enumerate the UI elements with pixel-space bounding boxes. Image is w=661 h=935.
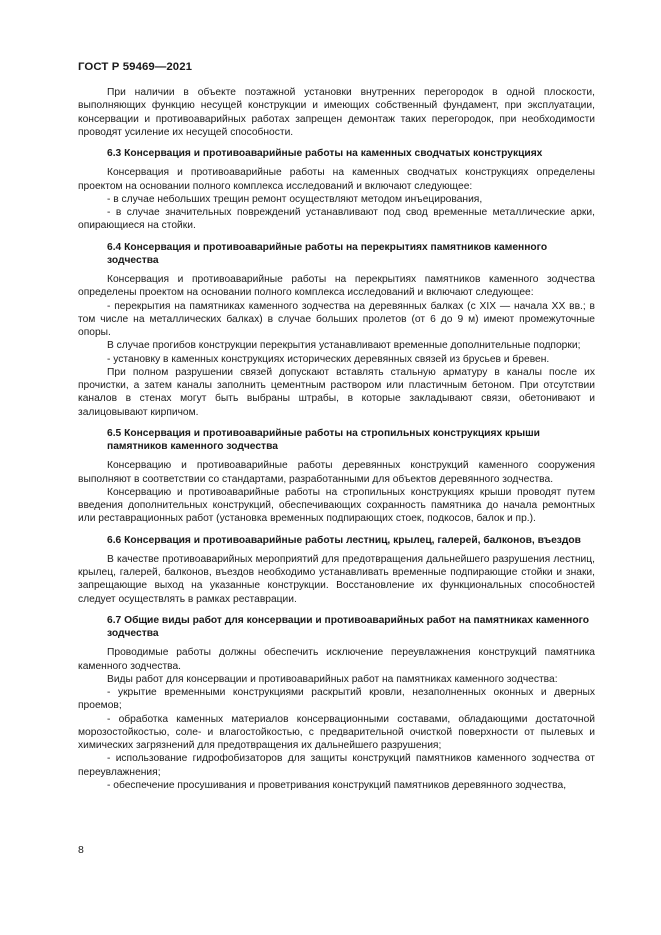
document-code: ГОСТ Р 59469—2021 [78, 61, 193, 73]
paragraph: При полном разрушении связей допускают вставлять стальную арматуру в каналы после их прочистки, а затем каналы заполнить цементным раствором или пластичным бетоном. При отсутствии каналов в стенах могут быть выбраны штрабы, в которые закладывают связи, обетонивают и залицовывают кирпичом. [78, 366, 595, 418]
paragraph: Консервация и противоаварийные работы на перекрытиях памятников каменного зодчества определены проектом на основании полного комплекса исследований и включают следующее: [78, 274, 595, 299]
document-body [78, 86, 595, 792]
section-heading-6-4: 6.4 Консервация и противоаварийные работы на перекрытиях памятников каменного зодчества [107, 241, 548, 266]
paragraph: При наличии в объекте поэтажной установки внутренних перегородок в одной плоскости, выполняющих функцию несущей конструкции и имеющих собственный фундамент, при эксплуатации, консервации и противоаварийных работах запрещен демонтаж таких перегородок, при необходимости проводят усиление их несущей способности. [78, 87, 595, 138]
page-number: 8 [78, 844, 84, 856]
section-heading-6-3: 6.3 Консервация и противоаварийные работы на каменных сводчатых конструкциях [107, 148, 543, 159]
list-item: - в случае небольших трещин ремонт осуществляют методом инъецирования, [107, 193, 483, 205]
list-item: - в случае значительных повреждений устанавливают под свод временные металлические арки, опирающиеся на стойки. [78, 207, 595, 232]
paragraph: Проводимые работы должны обеспечить исключение переувлажнения конструкций памятника каменного зодчества. [78, 647, 595, 672]
list-item: - обработка каменных материалов консервационными составами, обладающими достаточной морозостойкостью, соле- и влагостойкостью, с предварительной очисткой поверхности от пылевых и химических загрязнений для предотвращения их дальнейшего разрушения; [78, 713, 595, 751]
paragraph: Консервацию и противоаварийные работы на стропильных конструкциях крыши проводят путем введения дополнительных конструкций, обеспечивающих сохранность памятника до начала ремонтных или реставрационных работ (установка временных подпирающих стоек, подкосов, балок и пр.). [78, 486, 595, 525]
paragraph: Консервация и противоаварийные работы на каменных сводчатых конструкциях определены проектом на основании полного комплекса исследований и включают следующее: [78, 167, 595, 192]
paragraph: Виды работ для консервации и противоаварийных работ на памятниках каменного зодчества: [107, 673, 558, 685]
section-heading-6-7: 6.7 Общие виды работ для консервации и противоаварийных работ на памятниках каменного зодчества [107, 614, 590, 639]
list-item: - установку в каменных конструкциях исторических деревянных связей из брусьев и бревен. [107, 353, 550, 365]
list-item: - укрытие временными конструкциями раскрытий кровли, незаполненных оконных и дверных проемов; [78, 687, 595, 712]
list-item: - использование гидрофобизаторов для защиты конструкций памятников каменного зодчества от переувлажнения; [78, 753, 595, 778]
list-item: - перекрытия на памятниках каменного зодчества на деревянных балках (с XIX — начала XX вв.; в том числе на металлических балках) в случае больших пролетов (от 6 до 9 м) имеют промежуточные опоры. [78, 300, 595, 338]
paragraph: Консервацию и противоаварийные работы деревянных конструкций каменного сооружения выполняют в соответствии со стандартами, разработанными для объектов деревянного зодчества. [78, 460, 595, 485]
paragraph: В случае прогибов конструкции перекрытия устанавливают временные дополнительные подпорки; [107, 340, 581, 352]
paragraph: В качестве противоаварийных мероприятий для предотвращения дальнейшего разрушения лестниц, крылец, галерей, балконов, въездов необходимо устанавливать временные подпирающие стойки и знаки, запрещающие выход на указанные конструкции. Восстановление их функциональных способностей следует осуществлять в рамках реставрации. [78, 553, 595, 605]
section-heading-6-5: 6.5 Консервация и противоаварийные работы на стропильных конструкциях крыши памятников каменного зодчества [107, 427, 540, 452]
list-item: - обеспечение просушивания и проветривания конструкций памятников деревянного зодчества, [107, 779, 567, 791]
section-heading-6-6: 6.6 Консервация и противоаварийные работы лестниц, крылец, галерей, балконов, въездов [107, 534, 581, 546]
